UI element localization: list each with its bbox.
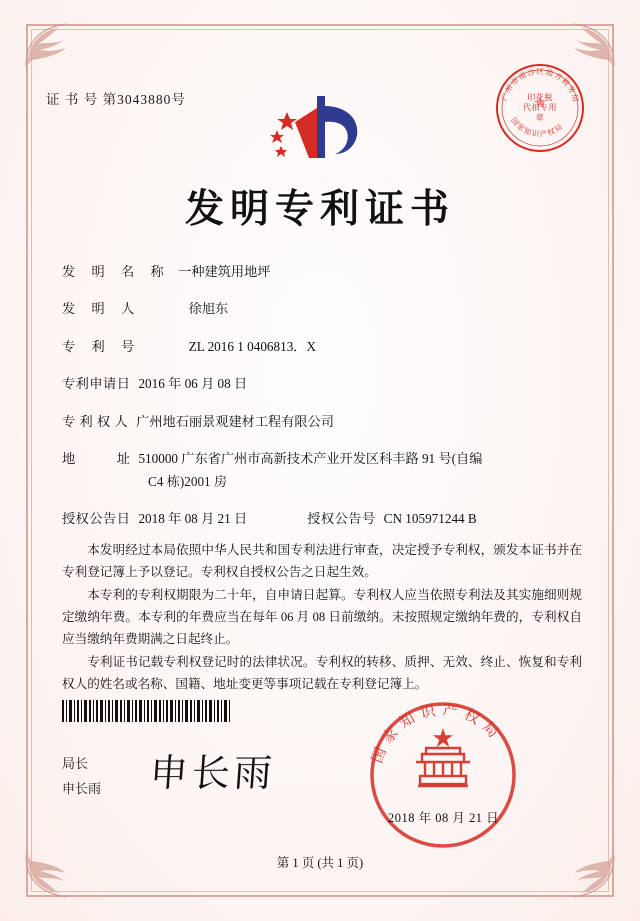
seal-date: 2018 年 08 月 21 日 — [388, 811, 500, 825]
barcode-icon — [62, 700, 230, 722]
grant-date-label: 授权公告日 — [62, 511, 131, 527]
certificate-body-text — [62, 540, 582, 698]
field-grant-row — [62, 509, 584, 529]
field-address — [62, 449, 584, 492]
svg-text:国家知识产权局: 国家知识产权局 — [369, 702, 506, 766]
svg-text:广州市南沙区地方税务局: 广州市南沙区地方税务局 — [499, 66, 581, 104]
bureau-chief-name: 申长雨 — [62, 780, 102, 796]
signature-block — [62, 752, 101, 801]
body-paragraph: 本发明经过本局依照中华人民共和国专利法进行审查，决定授予专利权，颁发本证书并在专利登记簿上予以登记。专利权自授权公告之日起生效。 — [62, 543, 582, 579]
tax-stamp-inner-text: 印花税 代扣专用章 — [523, 93, 557, 122]
official-round-seal — [368, 700, 518, 850]
field-label: 发 明 人 — [62, 301, 141, 317]
body-paragraph: 本专利的专利权期限为二十年，自申请日起算。专利权人应当依照专利法及其实施细则规定缴纳年费。本专利的年费应当在每年 06 月 08 日前缴纳。未按照规定缴纳年费的，专利权自应当缴纳年费期满之日起终止。 — [62, 588, 582, 646]
certificate-fields — [62, 262, 584, 547]
field-value: 广州地石丽景观建材工程有限公司 — [136, 413, 334, 429]
field-value-line2: C4 栋)2001 房 — [148, 473, 228, 489]
field-label: 专利申请日 — [62, 376, 131, 392]
field-patentee — [62, 412, 584, 432]
field-value: 一种建筑用地坪 — [178, 264, 271, 279]
grant-date-value: 2018 年 08 月 21 日 — [138, 511, 248, 527]
field-label: 发 明 名 称 — [62, 264, 171, 279]
field-invention-name — [62, 262, 584, 282]
cnipa-logo-icon — [265, 88, 375, 166]
handwritten-signature: 申长雨 — [148, 753, 278, 795]
tax-stamp-seal — [494, 62, 586, 154]
field-application-date — [62, 374, 584, 394]
certificate-number: 证 书 号 第3043880号 — [46, 92, 186, 107]
svg-text:国家知识产权局: 国家知识产权局 — [509, 115, 566, 139]
grant-number-value: CN 105971244 B — [383, 511, 477, 527]
field-label: 专 利 号 — [62, 338, 141, 354]
page-title: 发明专利证书 — [184, 188, 455, 231]
field-label: 地 址 — [62, 451, 131, 467]
field-inventor — [62, 299, 584, 319]
field-label: 专 利 权 人 — [62, 413, 129, 429]
field-value: 2016 年 06 月 08 日 — [138, 376, 248, 392]
field-value: ZL 2016 1 0406813．X — [188, 338, 317, 354]
grant-number-label: 授权公告号 — [307, 511, 376, 527]
page-footer: 第 1 页 (共 1 页) — [276, 856, 364, 870]
field-value: 510000 广东省广州市高新技术产业开发区科丰路 91 号(自编 — [138, 451, 483, 467]
field-patent-number — [62, 337, 584, 357]
field-value: 徐旭东 — [188, 301, 229, 317]
body-paragraph: 专利证书记载专利权登记时的法律状况。专利权的转移、质押、无效、终止、恢复和专利权人的姓名或名称、国籍、地址变更等事项记载在专利登记簿上。 — [62, 655, 582, 691]
bureau-chief-title: 局长 — [62, 756, 89, 771]
